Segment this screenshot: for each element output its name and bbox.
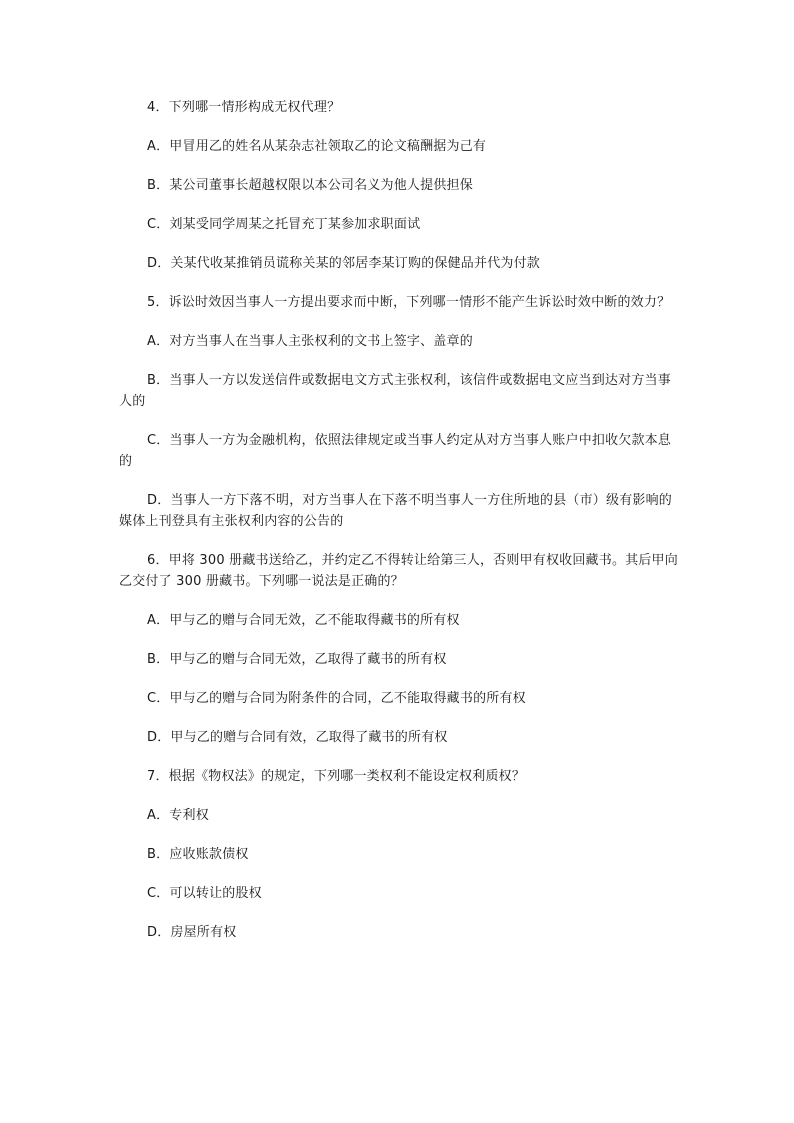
question-5-stem: 5．诉讼时效因当事人一方提出要求而中断，下列哪一情形不能产生诉讼时效中断的效力？ xyxy=(147,295,671,310)
question-5-option-b: B．当事人一方以发送信件或数据电文方式主张权利，该信件或数据电文应当到达对方当事人的 xyxy=(119,373,671,409)
question-6-option-a: A．甲与乙的赠与合同无效，乙不能取得藏书的所有权 xyxy=(147,613,460,628)
question-7-option-b: B．应收账款债权 xyxy=(147,847,249,862)
question-5-option-a: A．对方当事人在当事人主张权利的文书上签字、盖章的 xyxy=(147,334,473,349)
question-6-option-b: B．甲与乙的赠与合同无效，乙取得了藏书的所有权 xyxy=(147,652,447,667)
question-4-option-c: C．刘某受同学周某之托冒充丁某参加求职面试 xyxy=(147,217,421,232)
document-body xyxy=(119,97,679,961)
question-4-option-d: D．关某代收某推销员谎称关某的邻居李某订购的保健品并代为付款 xyxy=(147,256,541,271)
question-7-option-d: D．房屋所有权 xyxy=(147,925,237,940)
question-6-stem: 6．甲将 300 册藏书送给乙，并约定乙不得转让给第三人，否则甲有权收回藏书。其后甲向乙交付了 300 册藏书。下列哪一说法是正确的？ xyxy=(119,553,678,589)
question-5-option-d: D．当事人一方下落不明，对方当事人在下落不明当事人一方住所地的县（市）级有影响的媒体上刊登具有主张权利内容的公告的 xyxy=(119,493,673,529)
question-7-option-a: A．专利权 xyxy=(147,808,209,823)
question-6-option-d: D．甲与乙的赠与合同有效，乙取得了藏书的所有权 xyxy=(147,730,448,745)
question-6-option-c: C．甲与乙的赠与合同为附条件的合同，乙不能取得藏书的所有权 xyxy=(147,691,526,706)
question-4-option-b: B．某公司董事长超越权限以本公司名义为他人提供担保 xyxy=(147,178,473,193)
question-5-option-c: C．当事人一方为金融机构，依照法律规定或当事人约定从对方当事人账户中扣收欠款本息的 xyxy=(119,433,672,469)
question-4-stem: 4．下列哪一情形构成无权代理？ xyxy=(147,100,341,115)
question-7-option-c: C．可以转让的股权 xyxy=(147,886,262,901)
question-4-option-a: A．甲冒用乙的姓名从某杂志社领取乙的论文稿酬据为己有 xyxy=(147,139,487,154)
question-7-stem: 7．根据《物权法》的规定，下列哪一类权利不能设定权利质权？ xyxy=(147,769,526,784)
